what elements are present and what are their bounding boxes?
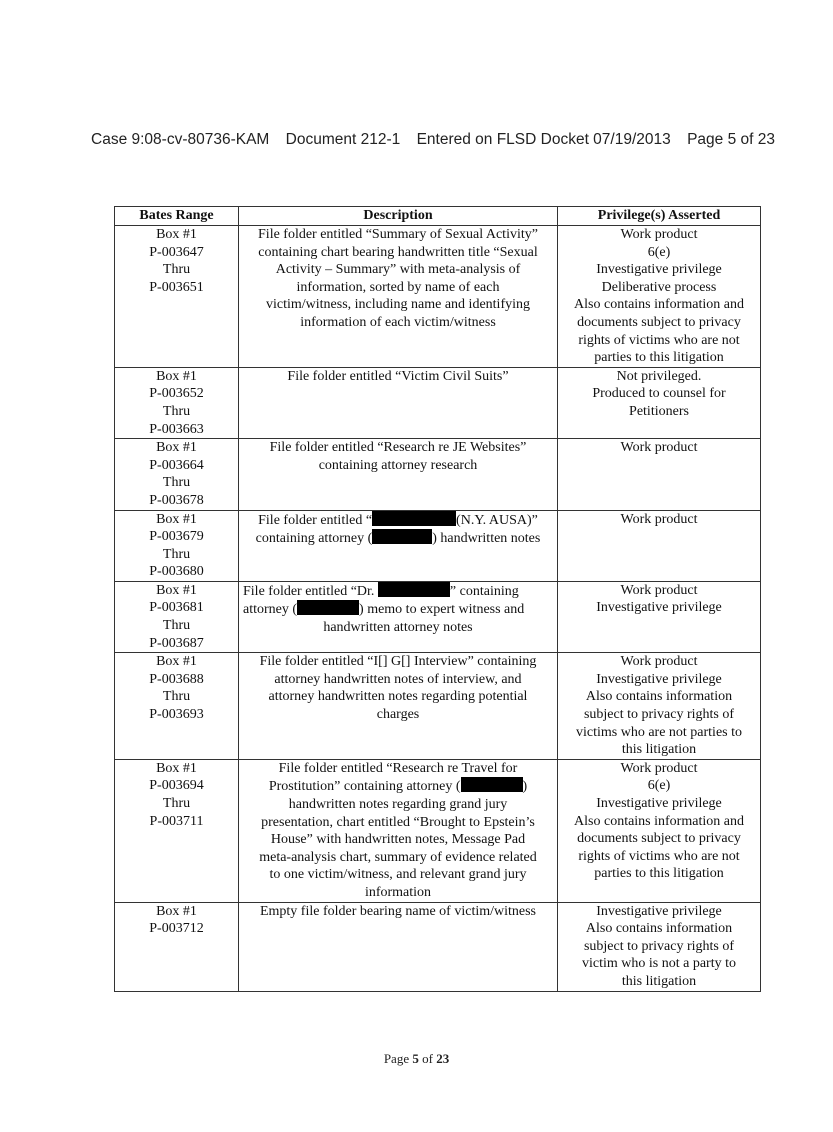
privilege-line: 6(e)	[647, 244, 671, 260]
description-line: information	[364, 884, 432, 900]
bates-line: Thru	[162, 689, 191, 705]
description-line: containing chart bearing handwritten title “Sexual	[258, 244, 538, 260]
description-line: File folder entitled “I[] G[] Interview” containing	[259, 654, 537, 670]
footer-total-pages: 23	[436, 1051, 450, 1066]
privilege-cell	[558, 510, 761, 581]
column-header-privilege: Privilege(s) Asserted	[558, 207, 761, 226]
privilege-line: Produced to counsel for	[592, 386, 726, 402]
description-cell	[239, 902, 558, 991]
description-text: ) memo to expert witness and	[359, 602, 525, 618]
table-row	[115, 439, 761, 510]
bates-line: P-003651	[149, 279, 204, 295]
bates-line: P-003652	[149, 386, 204, 402]
description-line: containing attorney research	[318, 457, 478, 473]
privilege-line: Petitioners	[629, 403, 689, 419]
bates-line: Box #1	[156, 440, 197, 456]
privilege-cell	[558, 653, 761, 760]
privilege-line: Also contains information and	[574, 297, 744, 313]
privilege-line: subject to privacy rights of	[583, 707, 735, 723]
redaction-block	[297, 600, 359, 615]
description-cell	[239, 581, 558, 652]
privilege-cell	[558, 581, 761, 652]
privilege-cell	[558, 439, 761, 510]
privilege-log-table	[114, 206, 761, 992]
description-line: File folder entitled “Victim Civil Suits”	[287, 368, 509, 384]
bates-line: P-003693	[149, 707, 204, 723]
description-text: File folder entitled “Dr.	[243, 583, 375, 599]
privilege-line: subject to privacy rights of	[583, 938, 735, 954]
privilege-cell	[558, 367, 761, 438]
privilege-line: Work product	[620, 227, 698, 242]
bates-line: P-003679	[149, 529, 204, 545]
description-line: File folder entitled “Research re JE Websites”	[269, 440, 527, 456]
footer-prefix: Page	[383, 1051, 410, 1066]
privilege-line: Investigative privilege	[596, 600, 722, 616]
description-line: File folder entitled “Research re Travel for	[278, 760, 518, 776]
bates-line: P-003663	[149, 421, 204, 437]
bates-line: P-003688	[149, 671, 204, 687]
redaction-block	[461, 777, 523, 792]
description-line: victim/witness, including name and identifying	[265, 297, 530, 313]
bates-line: Thru	[162, 475, 191, 491]
bates-cell	[115, 510, 239, 581]
description-line	[243, 529, 553, 548]
bates-line: Thru	[162, 618, 191, 634]
description-line: meta-analysis chart, summary of evidence related	[259, 849, 537, 865]
privilege-line: this litigation	[621, 973, 697, 989]
privilege-line: victim who is not a party to	[582, 956, 736, 972]
privilege-line: Work product	[620, 760, 698, 776]
description-line: House” with handwritten notes, Message Pad	[270, 832, 526, 848]
column-header-bates: Bates Range	[115, 207, 239, 226]
table-row	[115, 653, 761, 760]
bates-line: Box #1	[156, 368, 197, 384]
description-line: Activity – Summary” with meta-analysis of	[275, 262, 521, 278]
description-cell	[239, 439, 558, 510]
bates-line: Box #1	[156, 227, 197, 242]
description-text: File folder entitled “	[258, 512, 373, 528]
privilege-line: 6(e)	[647, 778, 671, 794]
description-line	[243, 777, 553, 796]
description-line: charges	[376, 707, 420, 723]
privilege-line: Also contains information	[585, 689, 733, 705]
privilege-line: Also contains information	[585, 921, 733, 937]
table-row	[115, 226, 761, 368]
description-line: presentation, chart entitled “Brought to Epstein’s	[261, 814, 535, 830]
privilege-line: Work product	[620, 440, 698, 456]
privilege-line: Not privileged.	[616, 368, 702, 384]
bates-line: P-003678	[149, 492, 204, 508]
table-row	[115, 759, 761, 902]
bates-cell	[115, 653, 239, 760]
privilege-line: Work product	[620, 582, 698, 598]
bates-line: Box #1	[156, 582, 197, 598]
privilege-line: parties to this litigation	[594, 866, 724, 882]
case-number: Case 9:08-cv-80736-KAM	[91, 131, 270, 148]
privilege-line: victims who are not parties to	[575, 724, 743, 740]
description-line: attorney handwritten notes regarding potential	[268, 689, 528, 705]
description-text: (N.Y. AUSA)”	[456, 512, 538, 528]
bates-line: Box #1	[156, 654, 197, 670]
footer-current-page: 5	[412, 1051, 419, 1066]
table-row	[115, 367, 761, 438]
description-cell	[239, 759, 558, 902]
bates-line: P-003664	[149, 457, 204, 473]
privilege-line: Investigative privilege	[596, 903, 722, 919]
description-text: )	[522, 779, 528, 795]
description-cell	[239, 367, 558, 438]
description-line	[243, 511, 553, 530]
page-footer	[0, 1051, 833, 1067]
column-header-description: Description	[239, 207, 558, 226]
bates-line: P-003711	[149, 813, 204, 829]
description-cell	[239, 226, 558, 368]
privilege-line: Investigative privilege	[596, 796, 722, 811]
description-line: Empty file folder bearing name of victim/witness	[259, 903, 537, 919]
privilege-cell	[558, 902, 761, 991]
description-line	[243, 582, 553, 601]
bates-cell	[115, 439, 239, 510]
privilege-line: Work product	[620, 511, 698, 527]
description-line: handwritten attorney notes	[323, 620, 473, 636]
bates-cell	[115, 581, 239, 652]
table-header-row	[115, 207, 761, 226]
bates-line: P-003680	[149, 564, 204, 580]
description-text: attorney (	[243, 602, 298, 618]
privilege-line: documents subject to privacy	[577, 314, 741, 330]
description-line: attorney handwritten notes of interview, and	[274, 671, 522, 687]
bates-line: Thru	[162, 546, 191, 562]
description-cell	[239, 653, 558, 760]
privilege-cell	[558, 226, 761, 368]
bates-line: Thru	[162, 262, 191, 278]
privilege-line: parties to this litigation	[594, 350, 724, 366]
redaction-block	[372, 511, 456, 526]
table-row	[115, 581, 761, 652]
bates-line: Thru	[162, 403, 191, 419]
privilege-line: rights of victims who are not	[578, 332, 740, 348]
description-text: Prostitution” containing attorney (	[268, 779, 461, 795]
privilege-line: Investigative privilege	[596, 671, 722, 687]
page-indicator: Page 5 of 23	[687, 131, 775, 148]
description-text: containing attorney (	[255, 531, 373, 547]
bates-cell	[115, 902, 239, 991]
privilege-line: Deliberative process	[601, 279, 717, 295]
privilege-line: documents subject to privacy	[577, 831, 741, 847]
bates-line: Box #1	[156, 511, 197, 527]
bates-line: Box #1	[156, 903, 197, 919]
bates-line: P-003694	[149, 778, 204, 794]
privilege-line: this litigation	[621, 742, 697, 758]
table-row	[115, 902, 761, 991]
privilege-line: Also contains information and	[574, 813, 744, 829]
bates-line: Box #1	[156, 760, 197, 776]
bates-line: Thru	[162, 796, 191, 811]
description-text: ) handwritten notes	[432, 531, 541, 547]
bates-cell	[115, 367, 239, 438]
privilege-line: rights of victims who are not	[578, 848, 740, 864]
table-row	[115, 510, 761, 581]
bates-cell	[115, 759, 239, 902]
description-text: ” containing	[449, 583, 519, 599]
bates-line: P-003681	[149, 600, 204, 616]
footer-of: of	[422, 1051, 433, 1066]
bates-line: P-003647	[149, 244, 204, 260]
redaction-block	[378, 582, 450, 597]
description-line: to one victim/witness, and relevant grand jury	[269, 867, 527, 883]
bates-line: P-003712	[149, 921, 204, 937]
description-cell	[239, 510, 558, 581]
privilege-line: Work product	[620, 654, 698, 670]
case-header	[91, 131, 791, 149]
redaction-block	[372, 529, 432, 544]
description-line: File folder entitled “Summary of Sexual Activity”	[258, 227, 538, 242]
bates-line: P-003687	[149, 635, 204, 651]
docket-entry: Entered on FLSD Docket 07/19/2013	[416, 131, 671, 148]
description-line: information, sorted by name of each	[296, 279, 500, 295]
description-line	[243, 600, 553, 619]
privilege-cell	[558, 759, 761, 902]
document-number: Document 212-1	[285, 131, 401, 148]
privilege-line: Investigative privilege	[596, 262, 722, 278]
description-line: handwritten notes regarding grand jury	[288, 797, 508, 812]
description-line: information of each victim/witness	[300, 314, 496, 330]
bates-cell	[115, 226, 239, 368]
